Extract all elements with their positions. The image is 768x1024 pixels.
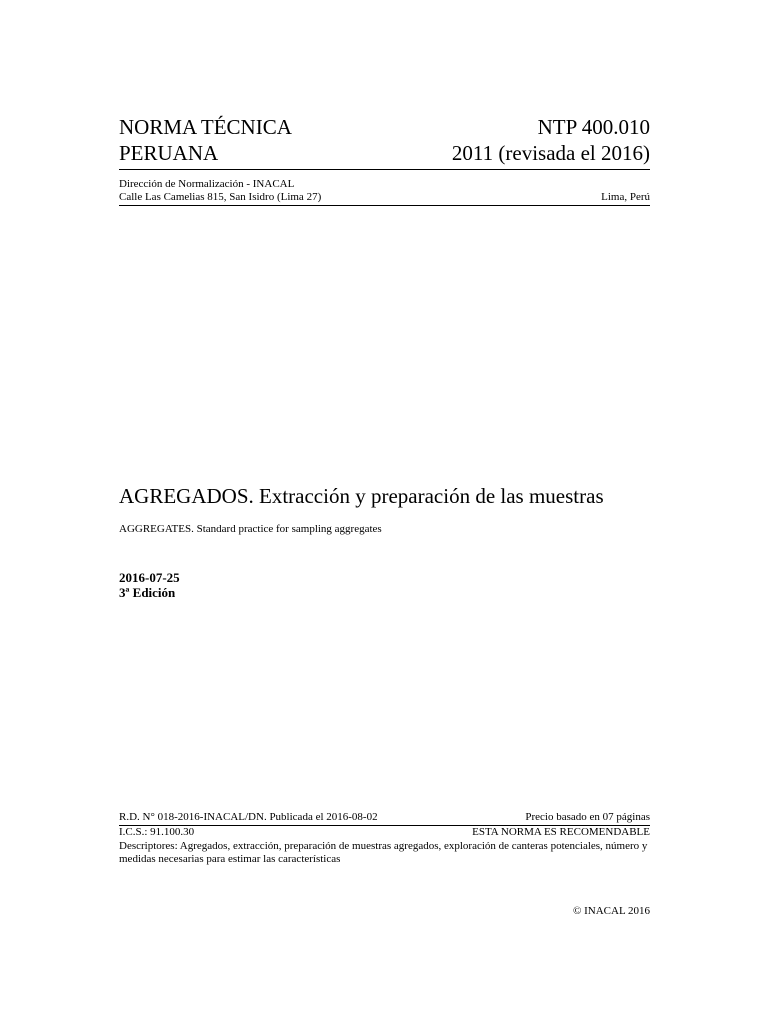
recommendation-text: ESTA NORMA ES RECOMENDABLE: [472, 826, 650, 838]
header-row-1: [119, 114, 650, 140]
footer-row-2: [119, 826, 650, 839]
document-title: AGREGADOS. Extracción y preparación de las muestras: [119, 484, 604, 508]
norm-code: NTP 400.010: [537, 115, 650, 139]
organization-address-row: [119, 191, 650, 204]
descriptors-text: Descriptores: Agregados, extracción, preparación de muestras agregados, exploración de canteras potenciales, número y medidas necesarias para estimar las características: [119, 840, 648, 865]
norm-type-line1: NORMA TÉCNICA: [119, 115, 292, 139]
copyright-row: [119, 905, 650, 918]
organization-name: Dirección de Normalización - INACAL: [119, 178, 295, 190]
price-text: Precio basado en 07 páginas: [525, 811, 650, 823]
header-rule: [119, 169, 650, 170]
header-row-2: [119, 140, 650, 166]
norm-year: 2011 (revisada el 2016): [451, 141, 650, 165]
edition-date: 2016-07-25: [119, 570, 180, 585]
footer-row-1: [119, 811, 650, 824]
resolution-text: R.D. N° 018-2016-INACAL/DN. Publicada el 2016-08-02: [119, 811, 378, 823]
norm-type-line2: PERUANA: [119, 141, 219, 165]
organization-rule: [119, 205, 650, 206]
edition-number: 3ª Edición: [119, 585, 176, 600]
organization-city: Lima, Perú: [601, 191, 650, 203]
copyright-text: © INACAL 2016: [573, 905, 650, 917]
organization-address: Calle Las Camelias 815, San Isidro (Lima 27): [119, 191, 322, 203]
ics-code: I.C.S.: 91.100.30: [119, 826, 195, 838]
document-title-english: AGGREGATES. Standard practice for sampling aggregates: [119, 523, 382, 535]
